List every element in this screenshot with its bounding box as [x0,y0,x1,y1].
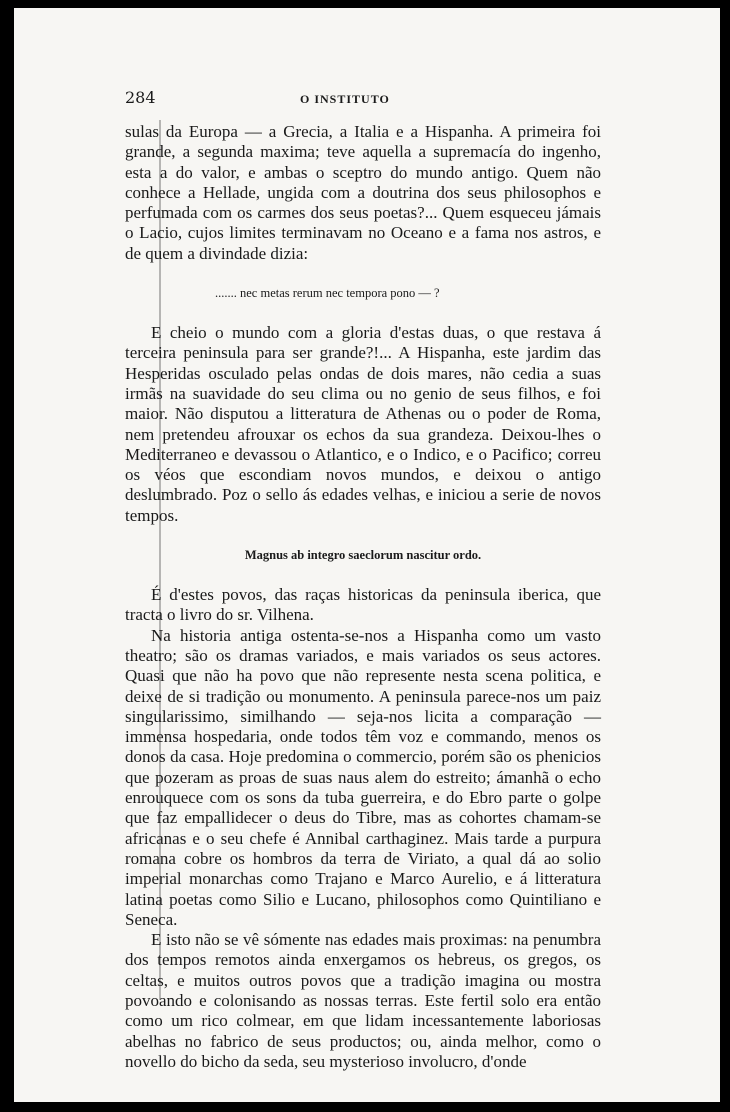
page-header [125,88,601,112]
paragraph-5: E isto não se vê sómente nas edades mais proximas: na penumbra dos tempos remotos ainda enxergamos os hebreus, os gregos, os celtas, e muitos outros povos que a tradição imagina ou mostra povoando e colonisando as nossas terras. Este fertil solo era então como um rico colmear, em que lidam incessantemente laboriosas abelhas no fabrico de seus productos; ou, ainda melhor, como o novello do bicho da seda, seu mysterioso involucro, d'onde [125,930,601,1071]
paragraph-1: sulas da Europa — a Grecia, a Italia e a Hispanha. A primeira foi grande, a segunda maxima; teve aquella a supremacía do ingenho, esta a do valor, e ambas o sceptro do mundo antigo. Quem não conhece a Hellade, ungida com a doutrina dos seus philosophos e perfumada com os carmes dos seus poetas?... Quem esqueceu jámais o Lacio, cujos limites terminavam no Oceano e a fama nos astros, e de quem a divindade dizia: [125,122,601,263]
page-content [125,88,601,1072]
paragraph-2: E cheio o mundo com a gloria d'estas duas, o que restava á terceira peninsula para ser grande?!... A Hispanha, este jardim das Hesperidas osculado pelas ondas de dois mares, não cedia a suas irmãs na suavidade do seu clima ou no genio de seus filhos, e foi maior. Não disputou a litteratura de Athenas ou o poder de Roma, nem pretendeu afrouxar os echos da sua grandeza. Deixou-lhes o Mediterraneo e devassou o Atlantico, e o Indico, e o Pacifico; correu os véos que escondiam novos mundos, e deixou o antigo deslumbrado. Poz o sello ás edades velhas, e iniciou a serie de novos tempos. [125,323,601,525]
paragraph-3: É d'estes povos, das raças historicas da peninsula iberica, que tracta o livro do sr. Vilhena. [125,585,601,625]
paragraph-4: Na historia antiga ostenta-se-nos a Hispanha como um vasto theatro; são os dramas variados, e mais variados os seus actores. Quasi que não ha povo que não represente nesta scena politica, e deixe de si tradição ou monumento. A peninsula parece-nos um paiz singularissimo, similhando — seja-nos licita a comparação — immensa hospedaria, onde todos têm voz e commando, menos os donos da casa. Hoje predomina o commercio, porém são os phenicios que pozeram as proas de suas naus alem do estreito; ámanhã o echo enrouquece com os sons da tuba guerreira, e do Ebro parte o golpe que faz empallidecer o deus do Tibre, mas as cohortes chamam-se africanas e o seu chefe é Annibal carthaginez. Mais tarde a purpura romana cobre os hombros da terra de Viriato, a qual dá ao solio imperial monarchas como Trajano e Marco Aurelio, e á litteratura latina poetas como Silio e Lucano, philosophos como Quintiliano e Seneca. [125,625,601,929]
running-head: O INSTITUTO [300,92,390,106]
latin-quote-2: Magnus ab integro saeclorum nascitur ordo. [244,548,482,563]
latin-quote-1: ....... nec metas rerum nec tempora pono — ? [215,286,440,301]
page-number: 284 [125,88,156,107]
